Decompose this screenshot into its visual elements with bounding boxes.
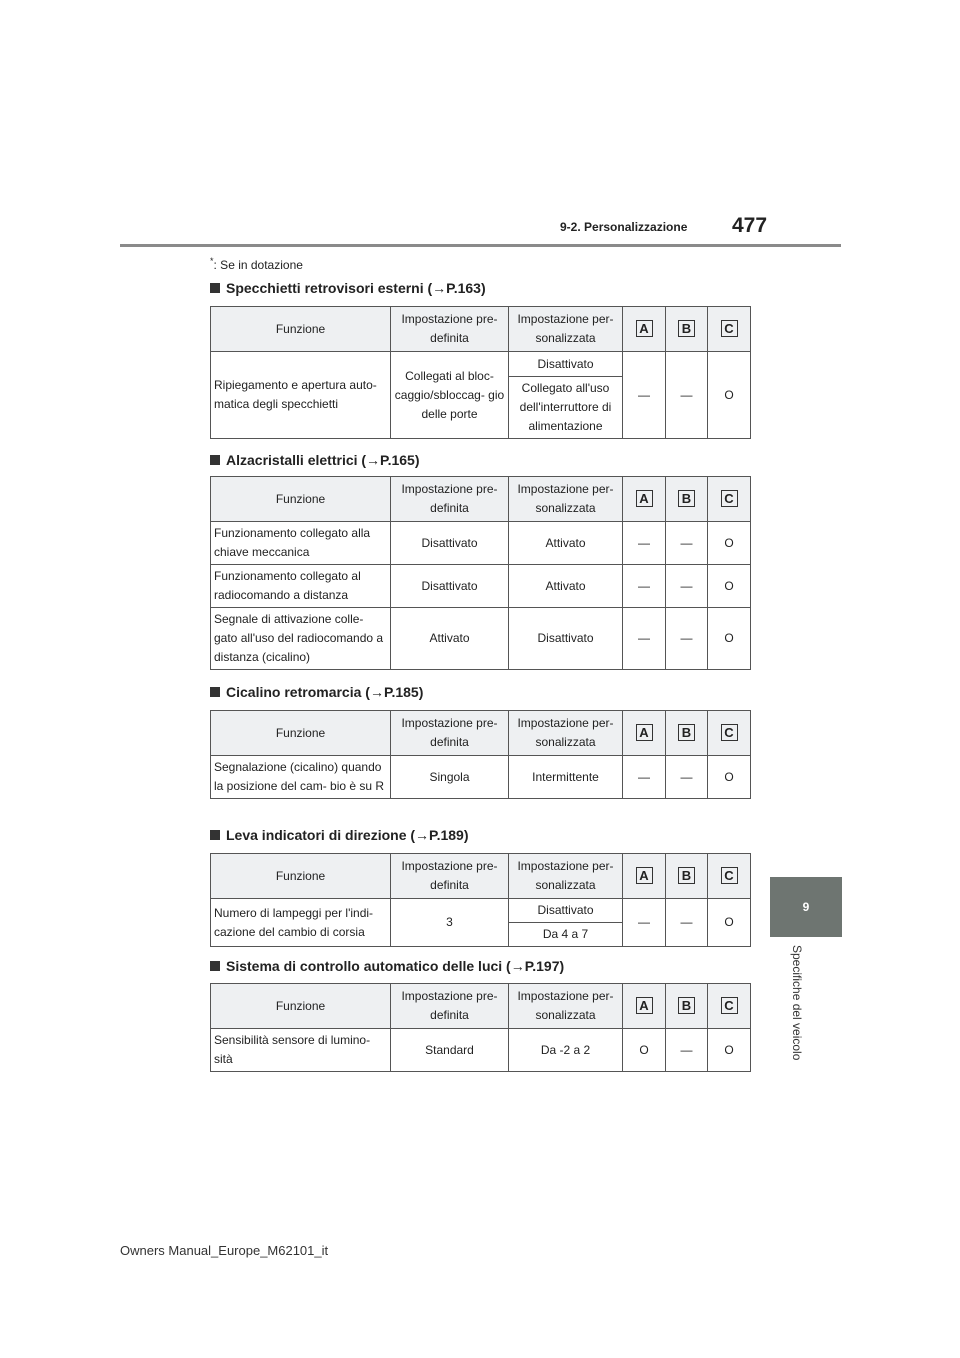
cell-custom: Disattivato	[509, 608, 623, 670]
header-a	[623, 854, 666, 899]
table-row	[211, 565, 751, 608]
table-row	[211, 899, 751, 923]
section-title-windows	[210, 452, 420, 468]
header-function: Funzione	[211, 477, 391, 522]
cell-custom: Da -2 a 2	[509, 1029, 623, 1072]
table-auto-lights	[210, 983, 751, 1072]
cell-custom: Collegato all'uso dell'interruttore di alimentazione	[509, 377, 623, 439]
section-title-text: Sistema di controllo automatico delle luci (→P.197)	[226, 958, 565, 974]
cell-a: —	[623, 352, 666, 439]
badge-c: C	[721, 724, 738, 741]
header-c	[708, 307, 751, 352]
header-custom: Impostazione per- sonalizzata	[509, 984, 623, 1029]
cell-a: —	[623, 899, 666, 947]
header-default: Impostazione pre- definita	[391, 854, 509, 899]
cell-b: —	[666, 1029, 708, 1072]
section-marker-icon	[210, 283, 220, 293]
cell-c: O	[708, 899, 751, 947]
table-mirrors	[210, 306, 751, 439]
section-title-auto-lights	[210, 958, 564, 974]
cell-default: Collegati al bloc- caggio/sbloccag- gio delle porte	[391, 352, 509, 439]
header-default: Impostazione pre- definita	[391, 984, 509, 1029]
header-function: Funzione	[211, 984, 391, 1029]
footnote	[210, 256, 303, 272]
footer-doc-id: Owners Manual_Europe_M62101_it	[120, 1243, 329, 1258]
section-title-text: Specchietti retrovisori esterni (→P.163)	[226, 280, 486, 296]
cell-c: O	[708, 608, 751, 670]
section-title-turn-signal	[210, 827, 468, 843]
cell-function: Funzionamento collegato alla chiave meccanica	[211, 522, 391, 565]
cell-function: Numero di lampeggi per l'indi- cazione del cambio di corsia	[211, 899, 391, 947]
cell-a: —	[623, 522, 666, 565]
header-rule	[120, 244, 841, 247]
header-c	[708, 854, 751, 899]
section-marker-icon	[210, 961, 220, 971]
cell-custom: Da 4 a 7	[509, 923, 623, 947]
section-header: 9-2. Personalizzazione	[560, 220, 688, 234]
cell-function: Segnalazione (cicalino) quando la posizione del cam- bio è su R	[211, 756, 391, 799]
header-b	[666, 477, 708, 522]
table-row	[211, 756, 751, 799]
badge-c: C	[721, 320, 738, 337]
cell-custom: Attivato	[509, 565, 623, 608]
badge-b: B	[678, 867, 695, 884]
cell-default: Attivato	[391, 608, 509, 670]
badge-a: A	[636, 724, 653, 741]
header-custom: Impostazione per- sonalizzata	[509, 854, 623, 899]
badge-a: A	[636, 320, 653, 337]
badge-b: B	[678, 997, 695, 1014]
cell-a: —	[623, 608, 666, 670]
cell-c: O	[708, 565, 751, 608]
section-marker-icon	[210, 687, 220, 697]
table-turn-signal	[210, 853, 751, 947]
header-b	[666, 307, 708, 352]
header-default: Impostazione pre- definita	[391, 477, 509, 522]
header-default: Impostazione pre- definita	[391, 307, 509, 352]
header-a	[623, 477, 666, 522]
section-title-text: Cicalino retromarcia (→P.185)	[226, 684, 424, 700]
cell-custom: Disattivato	[509, 899, 623, 923]
cell-c: O	[708, 756, 751, 799]
chapter-label: Specifiche del veicolo	[790, 945, 804, 1061]
header-c	[708, 711, 751, 756]
table-header-row	[211, 711, 751, 756]
header-a	[623, 984, 666, 1029]
header-custom: Impostazione per- sonalizzata	[509, 307, 623, 352]
header-function: Funzione	[211, 711, 391, 756]
cell-b: —	[666, 522, 708, 565]
cell-a: —	[623, 756, 666, 799]
cell-default: Standard	[391, 1029, 509, 1072]
cell-default: Disattivato	[391, 522, 509, 565]
table-reverse-buzzer	[210, 710, 751, 799]
table-header-row	[211, 307, 751, 352]
cell-b: —	[666, 899, 708, 947]
cell-custom: Intermittente	[509, 756, 623, 799]
table-header-row	[211, 984, 751, 1029]
table-header-row	[211, 854, 751, 899]
header-a	[623, 711, 666, 756]
cell-default: Disattivato	[391, 565, 509, 608]
cell-function: Funzionamento collegato al radiocomando a distanza	[211, 565, 391, 608]
header-custom: Impostazione per- sonalizzata	[509, 477, 623, 522]
cell-a: O	[623, 1029, 666, 1072]
cell-default: 3	[391, 899, 509, 947]
section-marker-icon	[210, 455, 220, 465]
header-custom: Impostazione per- sonalizzata	[509, 711, 623, 756]
table-windows	[210, 476, 751, 670]
cell-b: —	[666, 565, 708, 608]
section-title-text: Leva indicatori di direzione (→P.189)	[226, 827, 469, 843]
header-c	[708, 477, 751, 522]
chapter-tab: 9	[770, 877, 842, 937]
badge-c: C	[721, 997, 738, 1014]
badge-b: B	[678, 320, 695, 337]
cell-function: Ripiegamento e apertura auto- matica degli specchietti	[211, 352, 391, 439]
cell-function: Segnale di attivazione colle- gato all'uso del radiocomando a distanza (cicalino)	[211, 608, 391, 670]
page-number: 477	[732, 214, 768, 237]
table-row	[211, 352, 751, 377]
badge-c: C	[721, 490, 738, 507]
badge-c: C	[721, 867, 738, 884]
badge-a: A	[636, 867, 653, 884]
header-b	[666, 854, 708, 899]
cell-custom: Disattivato	[509, 352, 623, 377]
cell-custom: Attivato	[509, 522, 623, 565]
table-row	[211, 522, 751, 565]
cell-c: O	[708, 522, 751, 565]
cell-b: —	[666, 756, 708, 799]
header-b	[666, 711, 708, 756]
header-default: Impostazione pre- definita	[391, 711, 509, 756]
table-row	[211, 1029, 751, 1072]
cell-b: —	[666, 352, 708, 439]
cell-c: O	[708, 352, 751, 439]
section-title-mirrors	[210, 280, 486, 296]
table-row	[211, 608, 751, 670]
badge-a: A	[636, 490, 653, 507]
badge-b: B	[678, 490, 695, 507]
header-b	[666, 984, 708, 1029]
section-marker-icon	[210, 830, 220, 840]
footnote-text: : Se in dotazione	[213, 258, 303, 272]
cell-c: O	[708, 1029, 751, 1072]
header-function: Funzione	[211, 854, 391, 899]
header-a	[623, 307, 666, 352]
header-c	[708, 984, 751, 1029]
header-function: Funzione	[211, 307, 391, 352]
footnote-mark: *	[210, 256, 214, 266]
cell-b: —	[666, 608, 708, 670]
section-title-text: Alzacristalli elettrici (→P.165)	[226, 452, 420, 468]
cell-a: —	[623, 565, 666, 608]
badge-a: A	[636, 997, 653, 1014]
cell-default: Singola	[391, 756, 509, 799]
section-title-reverse-buzzer	[210, 684, 423, 700]
cell-function: Sensibilità sensore di lumino- sità	[211, 1029, 391, 1072]
badge-b: B	[678, 724, 695, 741]
table-header-row	[211, 477, 751, 522]
